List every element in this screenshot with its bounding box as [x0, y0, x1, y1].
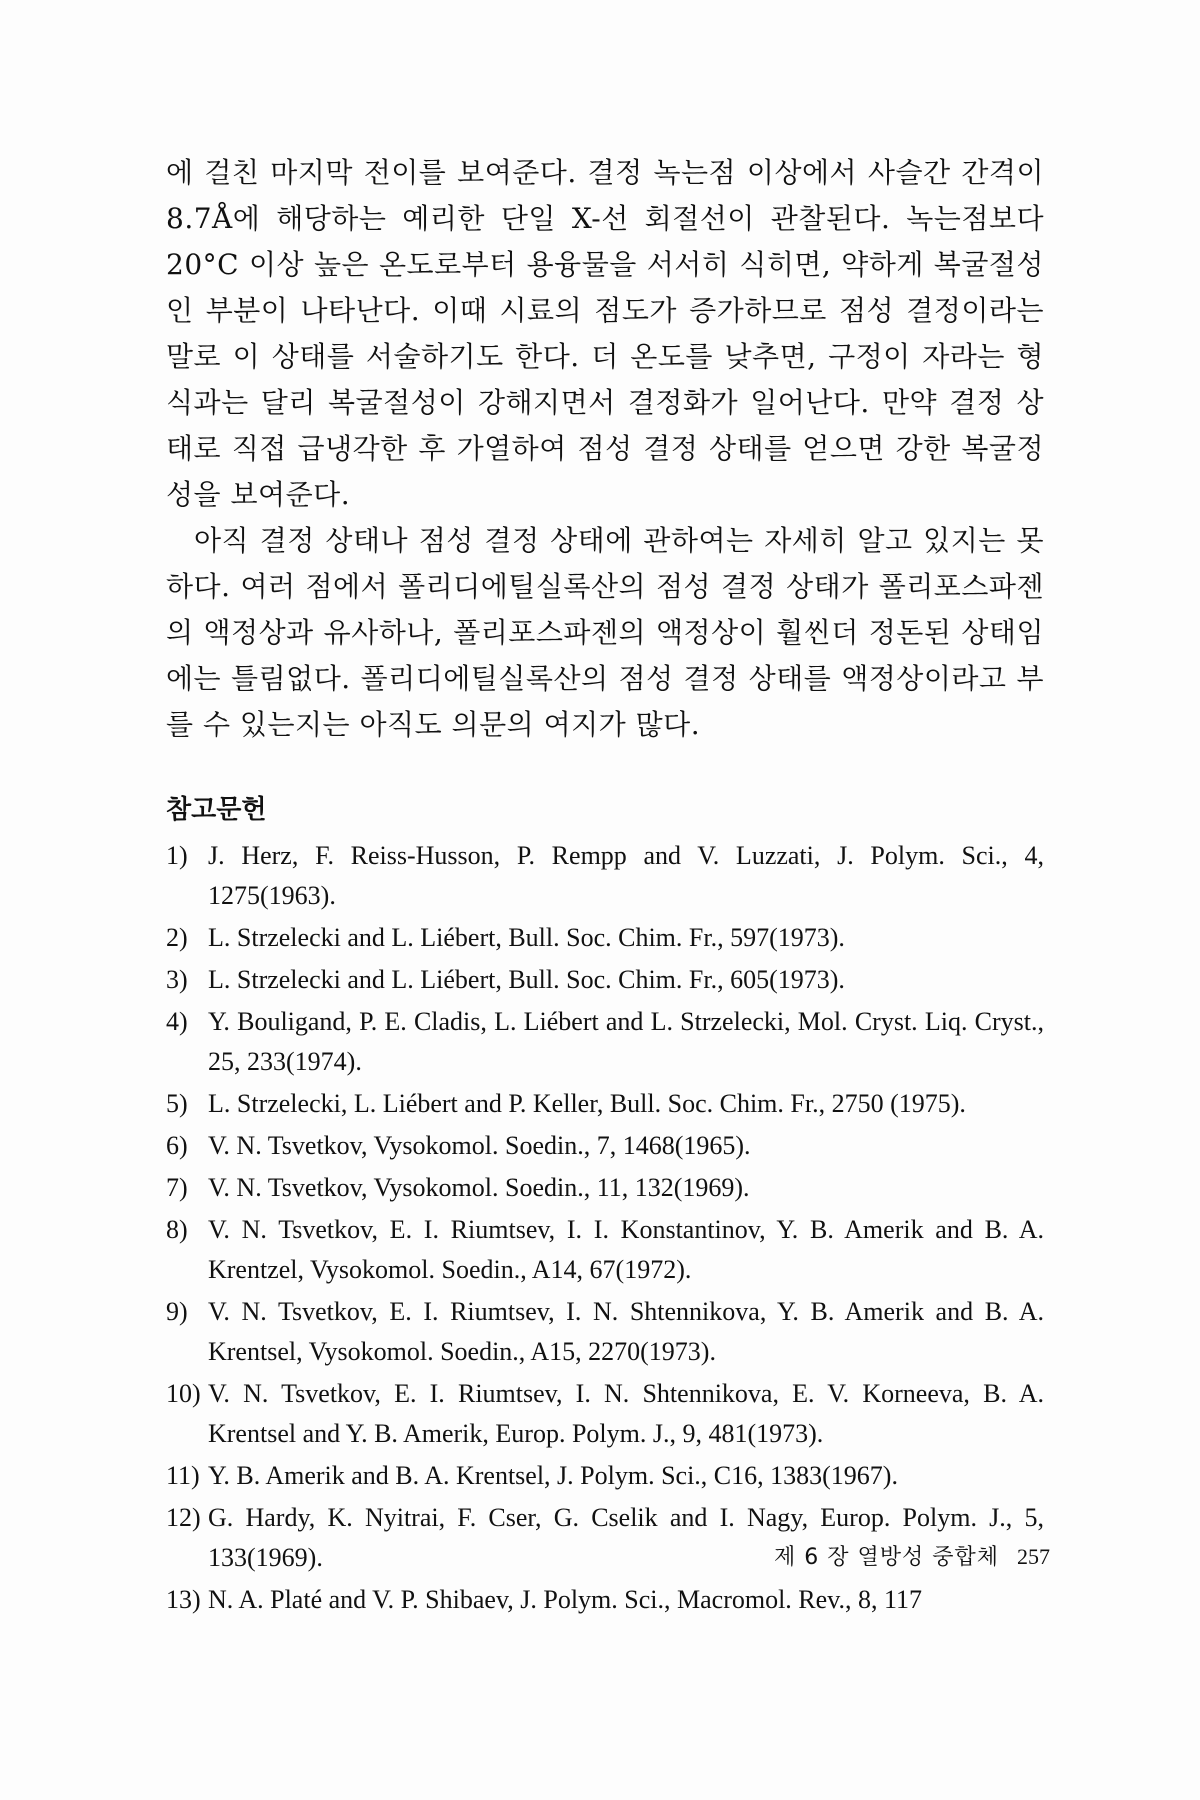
reference-text: N. A. Platé and V. P. Shibaev, J. Polym. Sci., Macromol. Rev., 8, 117: [208, 1585, 923, 1614]
reference-text: L. Strzelecki and L. Liébert, Bull. Soc. Chim. Fr., 605(1973).: [208, 965, 845, 994]
reference-text: V. N. Tsvetkov, E. I. Riumtsev, I. N. Shtennikova, Y. B. Amerik and B. A. Krentsel, Vysokomol. Soedin., A15, 2270(1973).: [208, 1297, 1044, 1366]
reference-text: L. Strzelecki and L. Liébert, Bull. Soc. Chim. Fr., 597(1973).: [208, 923, 845, 952]
reference-item: [166, 1210, 1044, 1290]
reference-number: 4): [166, 1007, 188, 1036]
reference-text: V. N. Tsvetkov, E. I. Riumtsev, I. I. Konstantinov, Y. B. Amerik and B. A. Krentzel, Vysokomol. Soedin., A14, 67(1972).: [208, 1215, 1044, 1284]
page-footer: [660, 1540, 1050, 1580]
reference-text: Y. Bouligand, P. E. Cladis, L. Liébert and L. Strzelecki, Mol. Cryst. Liq. Cryst., 25, 233(1974).: [208, 1007, 1044, 1076]
reference-item: [166, 1374, 1044, 1454]
reference-item: [166, 1084, 1044, 1124]
reference-number: 1): [166, 841, 188, 870]
reference-item: [166, 960, 1044, 1000]
reference-number: 11): [166, 1461, 200, 1490]
reference-text: G. Hardy, K. Nyitrai, F. Cser, G. Cselik and I. Nagy, Europ. Polym. J., 5, 133(1969).: [208, 1503, 1044, 1572]
reference-number: 13): [166, 1585, 201, 1614]
page-number: 257: [1017, 1544, 1050, 1569]
reference-item: [166, 1168, 1044, 1208]
body-text: [166, 150, 1044, 748]
references-title: 참고문헌: [166, 795, 267, 825]
reference-text: V. N. Tsvetkov, E. I. Riumtsev, I. N. Shtennikova, E. V. Korneeva, B. A. Krentsel and Y. B. Amerik, Europ. Polym. J., 9, 481(1973).: [208, 1379, 1044, 1448]
reference-item: [166, 1292, 1044, 1372]
reference-number: 5): [166, 1089, 188, 1118]
reference-number: 8): [166, 1215, 188, 1244]
reference-item: [166, 1002, 1044, 1082]
reference-number: 3): [166, 965, 188, 994]
reference-item: [166, 918, 1044, 958]
reference-text: L. Strzelecki, L. Liébert and P. Keller, Bull. Soc. Chim. Fr., 2750 (1975).: [208, 1089, 966, 1118]
body-paragraph: 아직 결정 상태나 점성 결정 상태에 관하여는 자세히 알고 있지는 못하다. 여러 점에서 폴리디에틸실록산의 점성 결정 상태가 폴리포스파젠의 액정상과 유사하나, 폴리포스파젠의 액정상이 훨씬더 정돈된 상태임에는 틀림없다. 폴리디에틸실록산의 점성 결정 상태를 액정상이라고 부를 수 있는지는 아직도 의문의 여지가 많다.: [166, 524, 1044, 741]
references-section: [166, 790, 1044, 1622]
reference-number: 2): [166, 923, 188, 952]
chapter-title: 제 6 장 열방성 중합체: [774, 1545, 999, 1570]
reference-number: 7): [166, 1173, 188, 1202]
reference-number: 10): [166, 1379, 201, 1408]
reference-number: 9): [166, 1297, 188, 1326]
reference-text: Y. B. Amerik and B. A. Krentsel, J. Polym. Sci., C16, 1383(1967).: [208, 1461, 898, 1490]
reference-text: J. Herz, F. Reiss-Husson, P. Rempp and V. Luzzati, J. Polym. Sci., 4, 1275(1963).: [208, 841, 1044, 910]
body-paragraph: 에 걸친 마지막 전이를 보여준다. 결정 녹는점 이상에서 사슬간 간격이 8.7Å에 해당하는 예리한 단일 X-선 회절선이 관찰된다. 녹는점보다 20°C 이상 높은 온도로부터 용융물을 서서히 식히면, 약하게 복굴절성인 부분이 나타난다. 이때 시료의 점도가 증가하므로 점성 결정이라는 말로 이 상태를 서술하기도 한다. 더 온도를 낮추면, 구정이 자라는 형식과는 달리 복굴절성이 강해지면서 결정화가 일어난다. 만약 결정 상태로 직접 급냉각한 후 가열하여 점성 결정 상태를 얻으면 강한 복굴정성을 보여준다.: [166, 156, 1044, 511]
reference-item: [166, 1580, 1044, 1620]
references-list: [166, 836, 1044, 1620]
reference-item: [166, 836, 1044, 916]
reference-number: 12): [166, 1503, 201, 1532]
reference-item: [166, 1126, 1044, 1166]
reference-number: 6): [166, 1131, 188, 1160]
reference-text: V. N. Tsvetkov, Vysokomol. Soedin., 7, 1468(1965).: [208, 1131, 751, 1160]
reference-item: [166, 1456, 1044, 1496]
reference-text: V. N. Tsvetkov, Vysokomol. Soedin., 11, 132(1969).: [208, 1173, 750, 1202]
